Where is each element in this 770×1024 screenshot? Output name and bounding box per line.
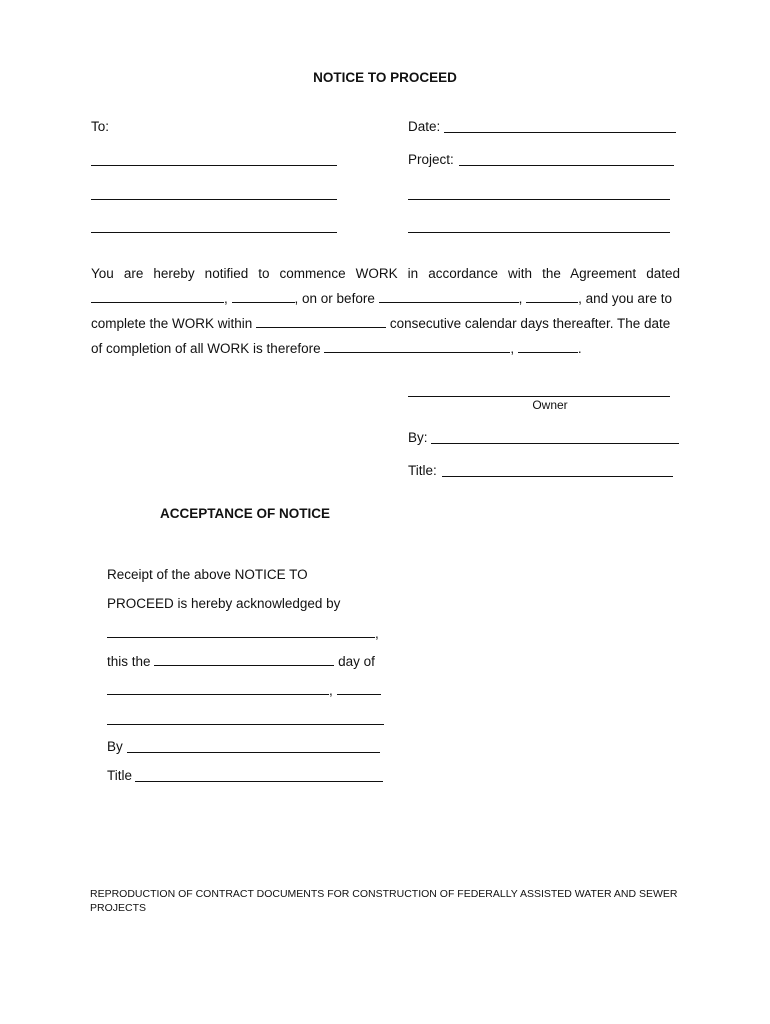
acceptance-by-label: By — [107, 739, 123, 754]
project-line-3[interactable] — [408, 232, 670, 233]
body-line-4-start: of completion of all WORK is therefore — [91, 341, 321, 356]
date-label: Date: — [408, 119, 441, 134]
body-line-4 — [91, 340, 582, 357]
day-blank[interactable] — [154, 653, 334, 666]
year-blank[interactable] — [337, 682, 381, 695]
acceptance-line-2: PROCEED is hereby acknowledged by — [107, 596, 341, 611]
owner-label: Owner — [532, 398, 568, 412]
title-label: Title: — [408, 463, 437, 478]
agreement-year-blank[interactable] — [232, 290, 295, 303]
body-line-2-on-or-before: , on or before — [294, 291, 375, 306]
agreement-date-blank[interactable] — [91, 290, 224, 303]
body-line-3-start: complete the WORK within — [91, 316, 253, 331]
body-line-2-end: , and you are to — [578, 291, 672, 306]
start-date-blank[interactable] — [379, 290, 519, 303]
month-blank[interactable] — [107, 682, 329, 695]
days-blank[interactable] — [256, 315, 386, 328]
acceptance-title-label: Title — [107, 768, 133, 783]
completion-year-blank[interactable] — [518, 340, 578, 353]
project-field[interactable] — [459, 165, 674, 166]
body-line-3 — [91, 315, 670, 332]
owner-signature-line[interactable] — [408, 396, 670, 397]
body-line-1: You are hereby notified to commence WORK in accordance with the Agreement dated — [91, 266, 680, 281]
page-title: NOTICE TO PROCEED — [313, 70, 457, 85]
addressee-line-3[interactable] — [91, 232, 337, 233]
this-the-label: this the — [107, 654, 151, 669]
acceptance-line-5 — [107, 682, 381, 699]
start-year-blank[interactable] — [526, 290, 578, 303]
acceptance-by-field[interactable] — [127, 752, 380, 753]
acceptance-line-4 — [107, 653, 375, 670]
date-field[interactable] — [444, 132, 676, 133]
acceptance-heading: ACCEPTANCE OF NOTICE — [160, 506, 331, 521]
day-of-label: day of — [338, 654, 375, 669]
body-line-4-sep: , — [510, 341, 515, 356]
project-line-2[interactable] — [408, 199, 670, 200]
acceptance-title-field[interactable] — [135, 781, 383, 782]
body-line-4-end: . — [577, 341, 582, 356]
footer-text: REPRODUCTION OF CONTRACT DOCUMENTS FOR CONSTRUCTION OF FEDERALLY ASSISTED WATER AND SEWER PROJECTS — [90, 888, 678, 914]
acceptance-line-5-sep: , — [329, 683, 333, 698]
title-field[interactable] — [442, 476, 673, 477]
acknowledged-by-blank[interactable] — [107, 625, 375, 638]
acceptance-line-1: Receipt of the above NOTICE TO — [107, 567, 308, 582]
addressee-line-1[interactable] — [91, 165, 337, 166]
acceptance-line-3 — [107, 625, 379, 642]
to-label: To: — [91, 119, 110, 134]
project-label: Project: — [408, 152, 454, 167]
acceptance-line-3-sep: , — [375, 626, 379, 641]
body-line-2-sep-1: , — [224, 291, 228, 306]
completion-date-blank[interactable] — [324, 340, 510, 353]
acceptance-signature-line[interactable] — [107, 724, 384, 725]
body-line-2 — [91, 290, 672, 307]
addressee-line-2[interactable] — [91, 199, 337, 200]
by-label: By: — [408, 430, 428, 445]
body-line-2-sep-2: , — [518, 291, 523, 306]
body-line-3-end: consecutive calendar days thereafter. The date — [389, 316, 671, 331]
by-field[interactable] — [431, 443, 679, 444]
